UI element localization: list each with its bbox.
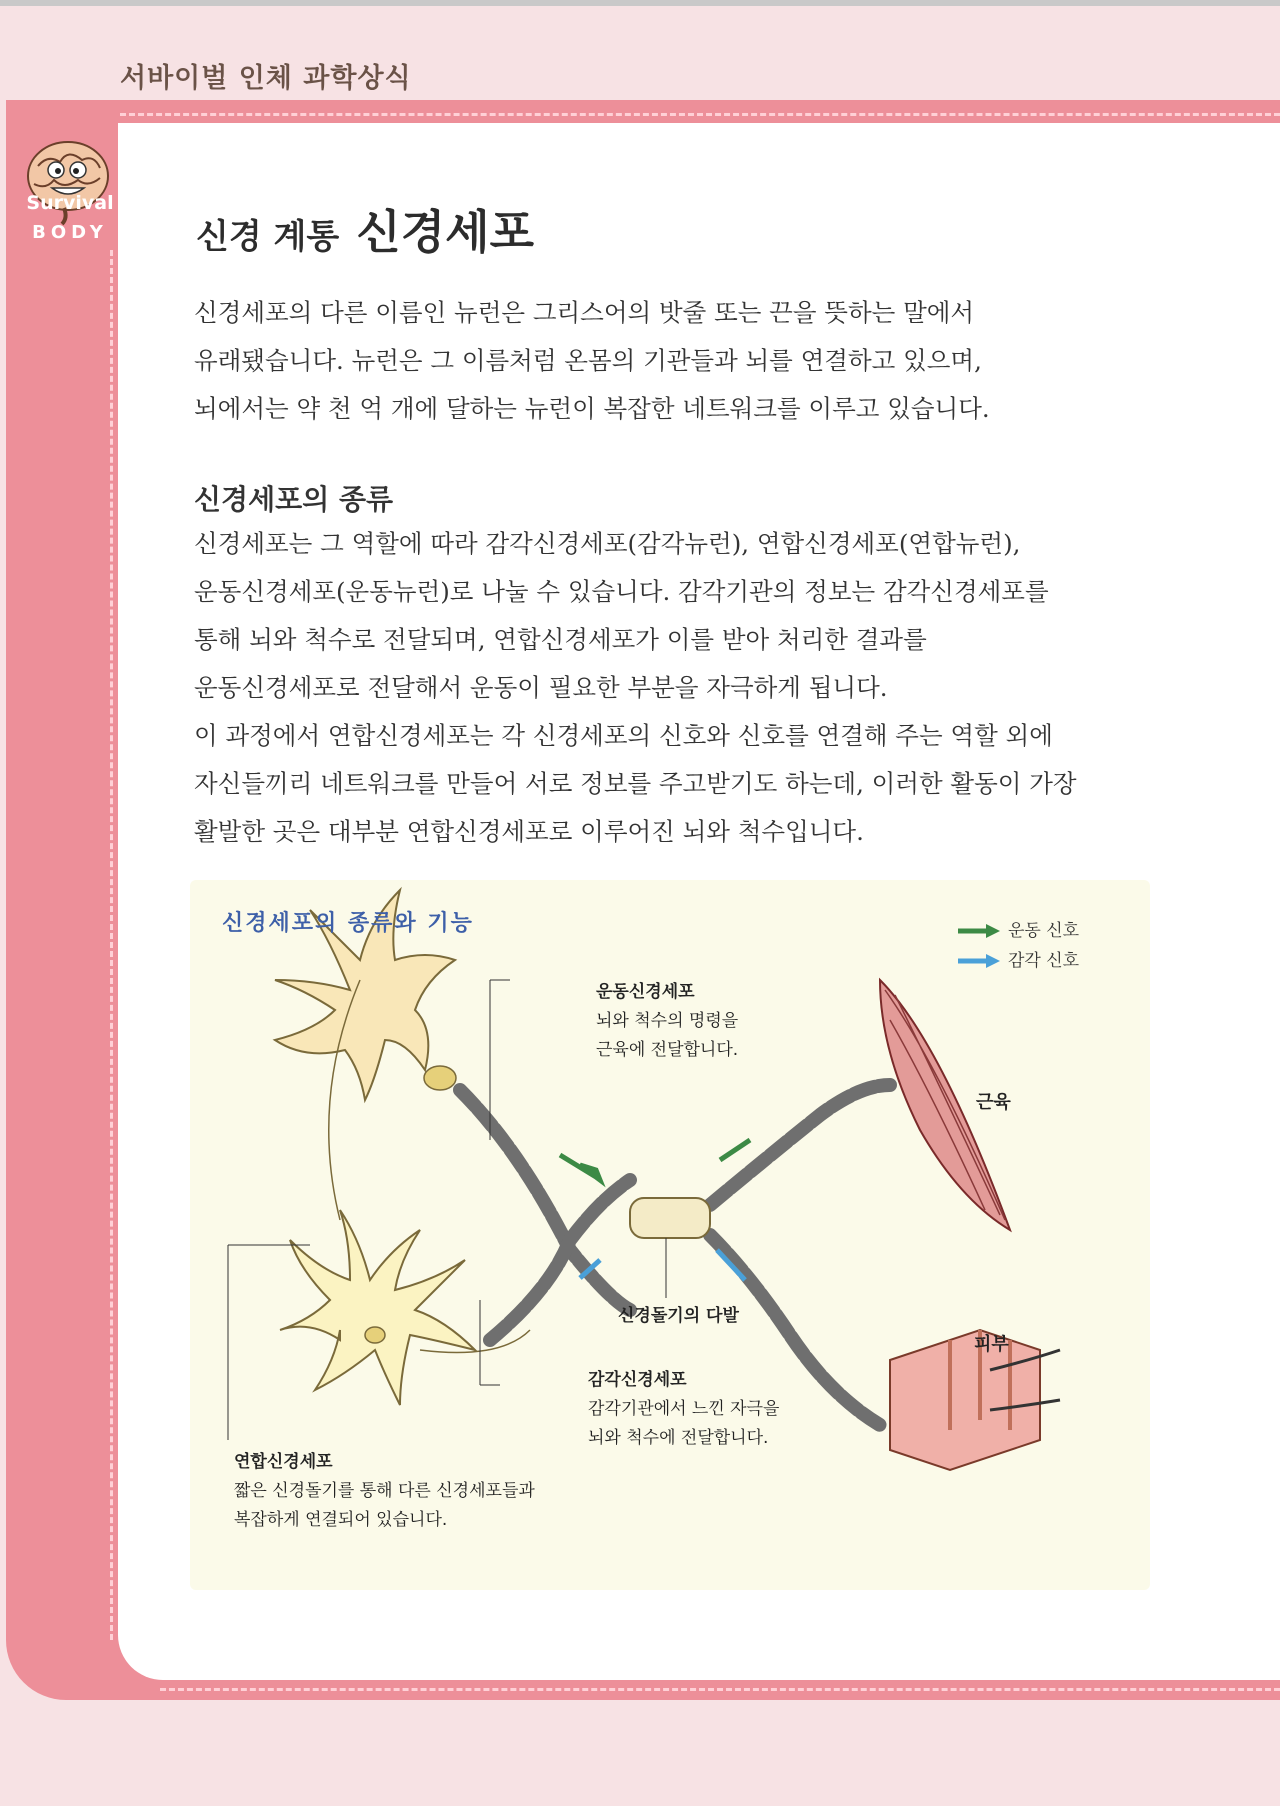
section-title: 신경세포의 종류 — [194, 483, 394, 516]
inter-title: 연합신경세포 — [234, 1452, 333, 1472]
figure-title: 신경세포의 종류와 기능 — [222, 911, 474, 936]
label-nerve-bundle: 신경돌기의 다발 — [618, 1306, 739, 1326]
legend-sensory-label: 감각 신호 — [1008, 951, 1080, 971]
legend-motor-label: 운동 신호 — [1008, 921, 1080, 941]
title-category: 신경 계통 — [196, 217, 340, 257]
section-line: 자신들끼리 네트워크를 만들어 서로 정보를 주고받기도 하는데, 이러한 활동이 가장 — [194, 769, 1077, 798]
intro-line: 신경세포의 다른 이름인 뉴런은 그리스어의 밧줄 또는 끈을 뜻하는 말에서 — [194, 298, 975, 327]
muscle-axon — [710, 1085, 890, 1205]
interneuron-nucleus — [365, 1327, 385, 1343]
interneuron-axon — [490, 1180, 630, 1340]
interneuron-body — [280, 1210, 475, 1405]
sensory-title: 감각신경세포 — [588, 1370, 687, 1390]
motor-title: 운동신경세포 — [596, 982, 695, 1002]
book-title: 서바이벌 인체 과학상식 — [120, 63, 412, 94]
badge-survival: Survival — [26, 192, 114, 214]
blue-arrow-icon — [956, 952, 1002, 970]
intro-paragraph — [194, 289, 990, 433]
label-sensory-neuron — [588, 1366, 779, 1453]
motor-neuron-nucleus — [424, 1066, 456, 1090]
intro-line: 뇌에서는 약 천 억 개에 달하는 뉴런이 복잡한 네트워크를 이루고 있습니다. — [194, 394, 990, 423]
badge-body: BODY — [32, 222, 108, 243]
scan-edge — [0, 0, 1280, 6]
green-arrow-icon — [956, 922, 1002, 940]
section-line: 이 과정에서 연합신경세포는 각 신경세포의 신호와 신호를 연결해 주는 역할 외에 — [194, 721, 1053, 750]
section-line: 운동신경세포(운동뉴런)로 나눌 수 있습니다. 감각기관의 정보는 감각신경세포를 — [194, 577, 1049, 606]
legend-motor — [956, 916, 1079, 941]
motor-line2: 근육에 전달합니다. — [596, 1040, 739, 1060]
motor-line1: 뇌와 척수의 명령을 — [596, 1011, 739, 1031]
sensory-line1: 감각기관에서 느낀 자극을 — [588, 1399, 780, 1419]
inter-line2: 복잡하게 연결되어 있습니다. — [234, 1510, 448, 1530]
label-interneuron — [234, 1448, 535, 1535]
skin-illustration — [890, 1330, 1040, 1470]
page-title — [196, 196, 534, 262]
title-main: 신경세포 — [356, 205, 535, 259]
motor-signal-arrow — [720, 1140, 750, 1160]
sensory-line2: 뇌와 척수에 전달합니다. — [588, 1428, 769, 1448]
label-muscle: 근육 — [976, 1092, 1011, 1113]
section-line: 통해 뇌와 척수로 전달되며, 연합신경세포가 이를 받아 처리한 결과를 — [194, 625, 927, 654]
section-line: 신경세포는 그 역할에 따라 감각신경세포(감각뉴런), 연합신경세포(연합뉴런), — [194, 529, 1021, 558]
label-motor-neuron — [596, 978, 738, 1065]
section-line: 활발한 곳은 대부분 연합신경세포로 이루어진 뇌와 척수입니다. — [194, 817, 864, 846]
inter-line1: 짧은 신경돌기를 통해 다른 신경세포들과 — [234, 1481, 535, 1501]
intro-line: 유래됐습니다. 뉴런은 그 이름처럼 온몸의 기관들과 뇌를 연결하고 있으며, — [194, 346, 982, 375]
dashed-border-top — [120, 113, 1280, 116]
section-line: 운동신경세포로 전달해서 운동이 필요한 부분을 자극하게 됩니다. — [194, 673, 888, 702]
nerve-bundle — [630, 1198, 710, 1238]
legend-sensory — [956, 946, 1079, 971]
section-paragraph — [194, 520, 1077, 856]
dashed-border-left — [110, 250, 113, 1640]
dashed-border-bottom — [160, 1688, 1280, 1691]
motor-signal-arrow — [560, 1155, 600, 1180]
label-skin: 피부 — [974, 1334, 1009, 1355]
